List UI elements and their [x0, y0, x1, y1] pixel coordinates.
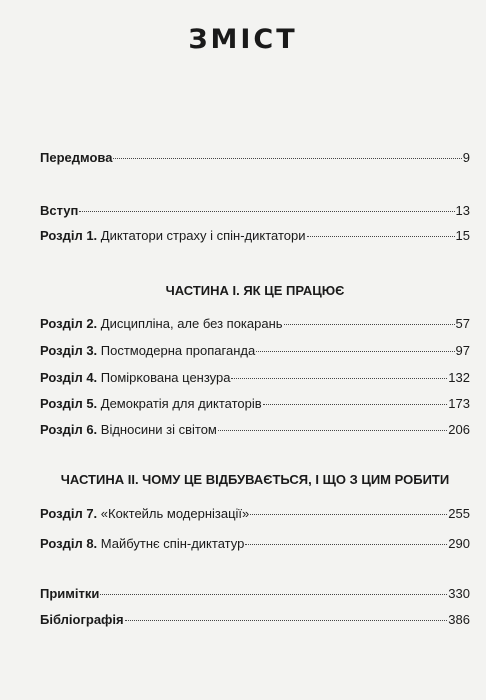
page-number: 386 [448, 612, 470, 627]
toc-entry-chapter-2[interactable] [40, 316, 470, 332]
toc-entry-bibliography[interactable] [40, 612, 470, 628]
page-number: 173 [448, 396, 470, 411]
dot-leader [100, 594, 447, 595]
dot-leader [284, 324, 455, 325]
dot-leader [125, 620, 448, 621]
toc-entry-chapter-6[interactable] [40, 422, 470, 438]
toc-entry-introduction[interactable] [40, 203, 470, 219]
entry-label: Розділ 8. Майбутнє спін-диктатур [40, 536, 245, 551]
toc-entry-chapter-1[interactable] [40, 228, 470, 244]
page-number: 97 [455, 343, 470, 358]
page-number: 15 [455, 228, 470, 243]
entry-label: Розділ 5. Демократія для диктаторів [40, 396, 262, 411]
dot-leader [231, 378, 447, 379]
toc-entry-chapter-3[interactable] [40, 343, 470, 359]
dot-leader [256, 351, 454, 352]
page-number: 13 [455, 203, 470, 218]
page-number: 57 [455, 316, 470, 331]
page-number: 9 [462, 150, 470, 165]
entry-label: Розділ 4. Помірκована цензура [40, 370, 231, 385]
part-heading-1: ЧАСТИНА І. ЯК ЦЕ ПРАЦЮЄ [165, 283, 345, 298]
entry-label: Розділ 1. Диктатори страху і спін-диктатори [40, 228, 306, 243]
dot-leader [79, 211, 454, 212]
dot-leader [307, 236, 455, 237]
page-number: 132 [448, 370, 470, 385]
toc-entry-notes[interactable] [40, 586, 470, 602]
part-heading-2: ЧАСТИНА ІІ. ЧОМУ ЦЕ ВІДБУВАЄТЬСЯ, І ЩО З ЦИМ РОБИТИ [60, 472, 450, 487]
page-number: 206 [448, 422, 470, 437]
page-number: 330 [448, 586, 470, 601]
dot-leader [245, 544, 447, 545]
entry-label: Передмова [40, 150, 113, 165]
entry-label: Вступ [40, 203, 79, 218]
toc-entry-chapter-4[interactable] [40, 370, 470, 386]
toc-entry-foreword[interactable] [40, 150, 470, 166]
toc-entry-chapter-5[interactable] [40, 396, 470, 412]
entry-label: Бібліографія [40, 612, 124, 627]
page-number: 255 [448, 506, 470, 521]
dot-leader [113, 158, 461, 159]
entry-label: Примітки [40, 586, 100, 601]
toc-entry-chapter-7[interactable] [40, 506, 470, 522]
page-title: ЗМІСТ [188, 24, 298, 55]
page-number: 290 [448, 536, 470, 551]
entry-label: Розділ 3. Постмодерна пропаганда [40, 343, 256, 358]
entry-label: Розділ 7. «Коктейль модернізації» [40, 506, 250, 521]
toc-entry-chapter-8[interactable] [40, 536, 470, 552]
entry-label: Розділ 2. Дисципліна, але без покарань [40, 316, 283, 331]
entry-label: Розділ 6. Відносини зі світом [40, 422, 217, 437]
dot-leader [250, 514, 447, 515]
dot-leader [263, 404, 448, 405]
dot-leader [218, 430, 447, 431]
